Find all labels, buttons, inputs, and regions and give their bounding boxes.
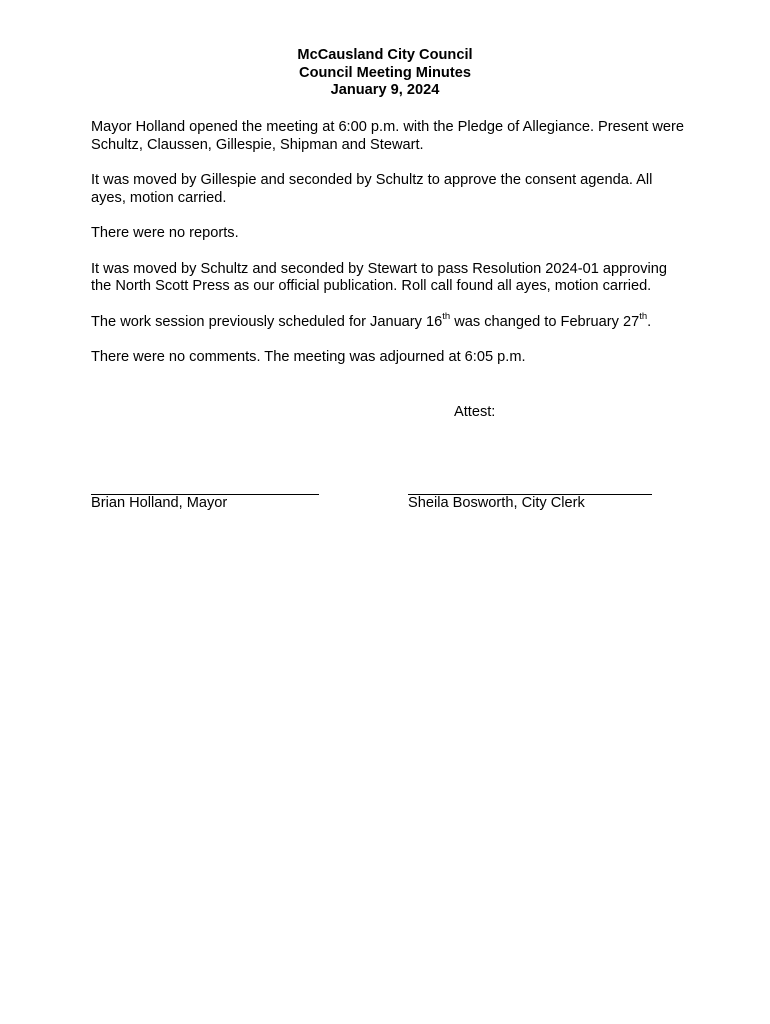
ordinal-suffix: th bbox=[639, 310, 648, 322]
paragraph-resolution: It was moved by Schultz and seconded by Stewart to pass Resolution 2024-01 approving the North Scott Press as our official publication. Roll call found all ayes, motion carried. bbox=[91, 260, 667, 294]
meeting-date: January 9, 2024 bbox=[330, 82, 440, 98]
signature-line bbox=[91, 476, 319, 495]
paragraph-consent-agenda: It was moved by Gillespie and seconded by Schultz to approve the consent agenda. All ayes, motion carried. bbox=[91, 172, 653, 206]
ordinal-suffix: th bbox=[442, 310, 451, 322]
document-title: Council Meeting Minutes bbox=[299, 64, 471, 81]
clerk-signature-name: Sheila Bosworth, City Clerk bbox=[408, 494, 585, 511]
signature-line bbox=[408, 476, 652, 495]
work-session-text-2: was changed to February 27 bbox=[450, 313, 640, 330]
paragraph-reports: There were no reports. bbox=[91, 225, 239, 241]
paragraph-opening: Mayor Holland opened the meeting at 6:00 p.m. with the Pledge of Allegiance. Present were Schultz, Claussen, Gillespie, Shipman and Stewart. bbox=[91, 119, 685, 153]
mayor-signature-name: Brian Holland, Mayor bbox=[91, 494, 228, 511]
document-header bbox=[0, 47, 770, 100]
work-session-text-1: The work session previously scheduled for January 16 bbox=[91, 313, 443, 330]
mayor-signature-block bbox=[91, 476, 319, 512]
minutes-body bbox=[91, 119, 691, 367]
work-session-text-3: . bbox=[647, 313, 652, 330]
clerk-signature-block bbox=[408, 476, 652, 512]
paragraph-adjournment: There were no comments. The meeting was adjourned at 6:05 p.m. bbox=[91, 349, 526, 365]
attest-label: Attest: bbox=[454, 404, 496, 420]
paragraph-work-session bbox=[91, 310, 691, 332]
council-name: McCausland City Council bbox=[297, 47, 473, 63]
